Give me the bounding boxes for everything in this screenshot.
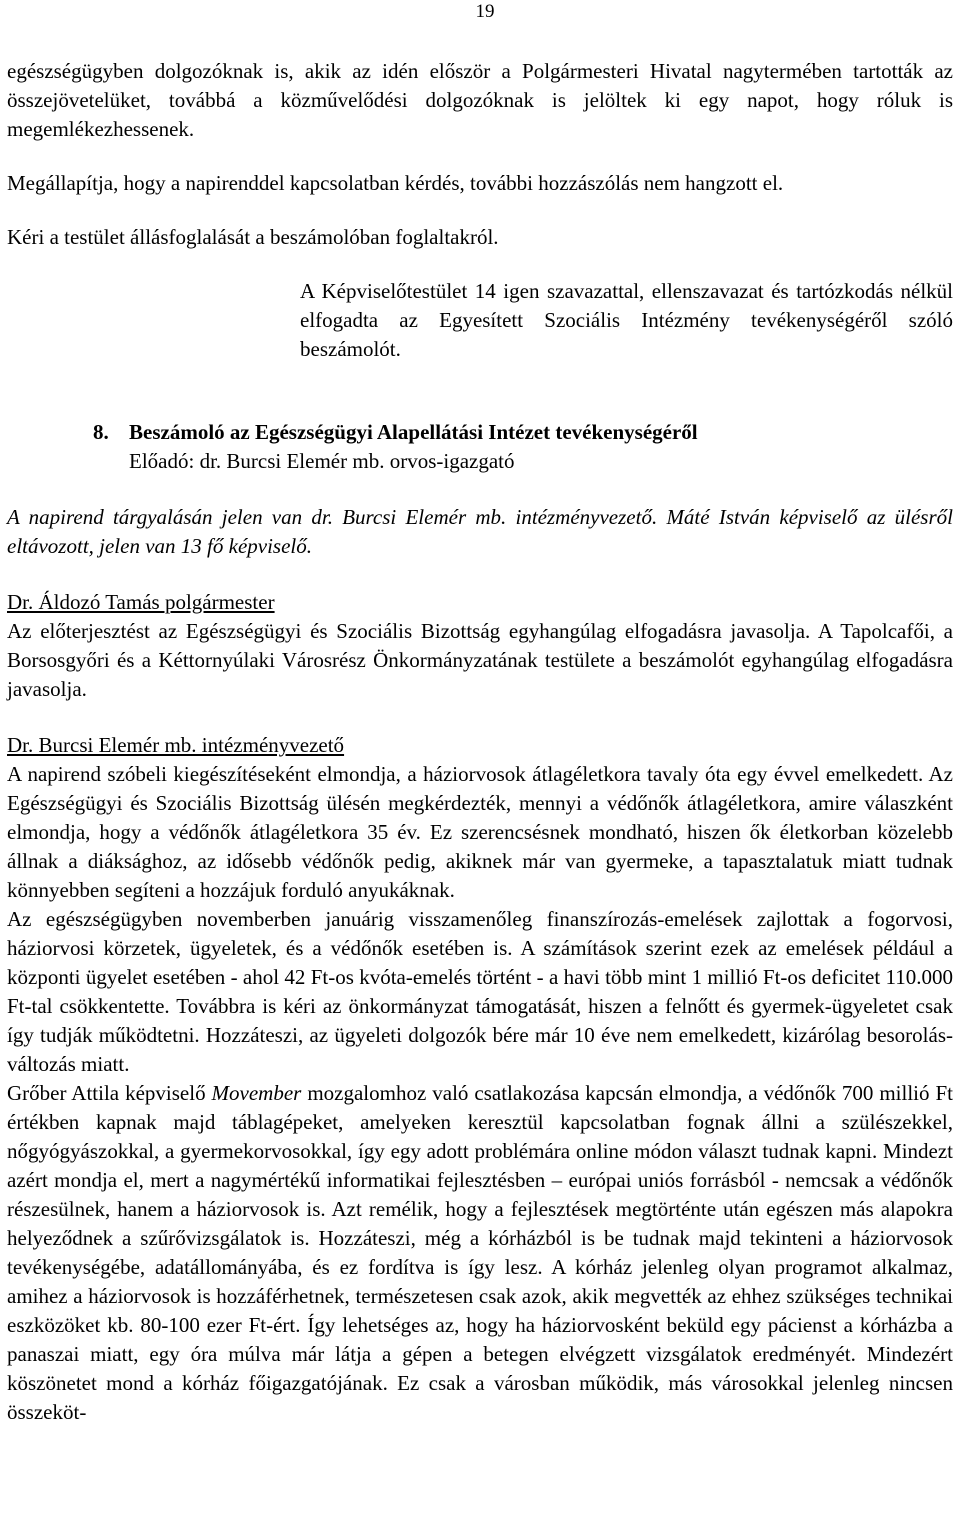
agenda-item-number: 8. [93, 420, 109, 444]
speech-text: Az egészségügyben novemberben januárig visszamenőleg finanszírozás-emelések zajlottak a fogorvosi, háziorvosi körzetek, ügyeletek, és a védőnők esetében is. A számítások szerint ezek az emelések például a központi ügyelet esetében - ahol 42 Ft-os kvóta-emelés történt - a havi több mint 1 millió Ft-os deficitet 110.000 Ft-tal csökkentette. Továbbra is kéri az önkormányzat támogatását, hiszen a felnőtt és gyermek-ügyeletet csak így tudják működtetni. Hozzáteszi, az ügyeleti dolgozók bére már 10 éve nem emelkedett, kizárólag besorolás-változás miatt. [7, 907, 953, 1076]
paragraph: Kéri a testület állásfoglalását a beszámolóban foglaltakról. [7, 225, 499, 249]
agenda-item-heading [93, 418, 953, 476]
speaker-label: Dr. Burcsi Elemér mb. intézményvezető [7, 733, 345, 757]
page-number: 19 [475, 1, 495, 22]
attendance-note: A napirend tárgyalásán jelen van dr. Burcsi Elemér mb. intézményvezető. Máté István képviselő az ülésről eltávozott, jelen van 13 fő képviselő. [7, 505, 953, 558]
speech-text-part: Grőber Attila képviselő [7, 1081, 212, 1105]
paragraph: Megállapítja, hogy a napirenddel kapcsolatban kérdés, további hozzászólás nem hangzott el. [7, 171, 784, 195]
paragraph: egészségügyben dolgozóknak is, akik az idén először a Polgármesteri Hivatal nagytermében tartották az összejövetelüket, továbbá a közművelődési dolgozóknak is jelöltek ki egy napot, hogy róluk is megemlékezhessenek. [7, 59, 953, 141]
speech-text: A napirend szóbeli kiegészítéseként elmondja, a háziorvosok átlagéletkora tavaly óta egy évvel emelkedett. Az Egészségügyi és Szociális Bizottság ülésén megkérdezték, mennyi a védőnők átlagéletkora, amire válaszként elmondja, hogy a védőnők átlagéletkora 35 év. Ez szerencsésnek mondható, hiszen ők életkorban közelebb állnak a diáksághoz, az idősebb védőnők pedig, akiknek már van gyermeke, a tapasztalatuk miatt tudnak könnyebben segíteni a hozzájuk forduló anyukáknak. [7, 762, 953, 902]
document-body [7, 57, 953, 1427]
movement-name: Movember [211, 1081, 302, 1105]
speech-text-part: mozgalomhoz való csatlakozása kapcsán elmondja, a védőnők 700 millió Ft értékben kapnak majd táblagépeket, amelyeken keresztül kapcsolatban fognak állni a szülészekkel, nőgyógyászokkal, a gyermekorvosokkal, így egy adott problémára online módon választ tudnak kapni. Mindezt azért mondja el, mert a nagymértékű informatikai fejlesztésben – európai uniós forrásból - nemcsak a védőnők részesülnek, hanem a háziorvosok is. Azt remélik, hogy a fejlesztések megtörténte után egészen más alapokra helyeződnek a szűrővizsgálatok is. Hozzáteszi, még a kórházból is be tudnak majd tekinteni a háziorvosok tevékenységébe, adatállományába, és ez fordítva is így lesz. A kórház jelenleg olyan programot alkalmaz, amihez a háziorvosok is hozzáférhetnek, természetesen csak azok, akik megvették az ehhez szükséges technikai eszközöket kb. 80-100 ezer Ft-ért. Így lehetséges az, hogy ha háziorvosként beküld egy pácienst a kórházba a panaszai miatt, egy óra múlva már látja a gépen a betegen elvégzett vizsgálatok eredményét. Mindezért köszönetet mond a kórház főigazgatójának. Ez csak a városban működik, más városokkal jelenleg nincsen összeköt- [7, 1081, 953, 1424]
speaker-label: Dr. Áldozó Tamás polgármester [7, 590, 275, 614]
resolution-text: A Képviselőtestület 14 igen szavazattal, ellenszavazat és tartózkodás nélkül elfogadta az Egyesített Szociális Intézmény tevékenységéről szóló beszámolót. [300, 279, 953, 361]
agenda-item-title: Beszámoló az Egészségügyi Alapellátási Intézet tevékenységéről [129, 420, 698, 444]
agenda-item-presenter: Előadó: dr. Burcsi Elemér mb. orvos-igazgató [129, 449, 515, 473]
speech-text [7, 1079, 953, 1427]
speaker-name [7, 588, 953, 617]
speech-text: Az előterjesztést az Egészségügyi és Szociális Bizottság egyhangúlag elfogadásra javasolja. A Tapolcafői, a Borsosgyőri és a Kéttornyúlaki Városrész Önkormányzatának testülete a beszámolót egyhangúlag elfogadásra javasolja. [7, 619, 953, 701]
speaker-name [7, 731, 953, 760]
